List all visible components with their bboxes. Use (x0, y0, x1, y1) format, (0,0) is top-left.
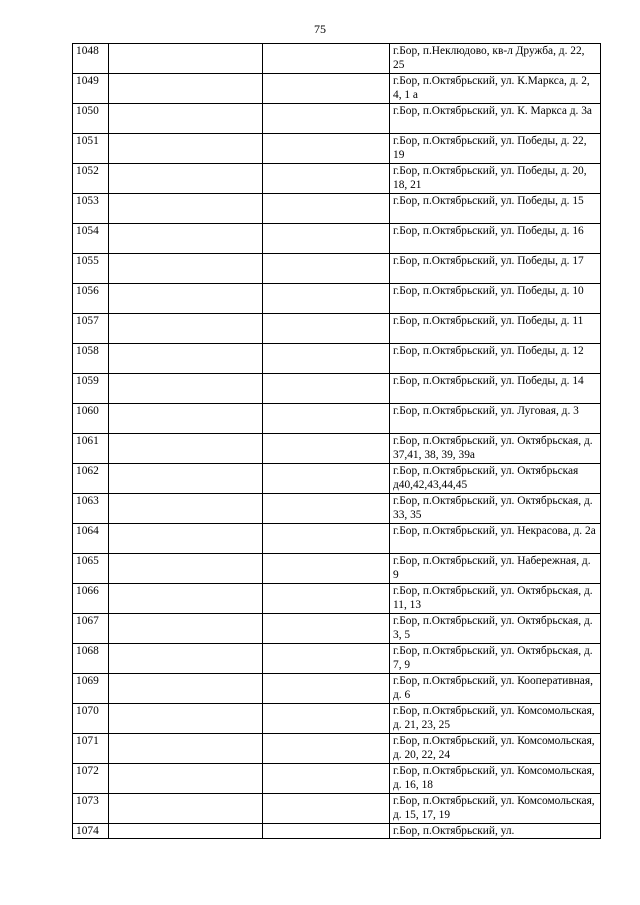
address-cell: г.Бор, п.Октябрьский, ул. Победы, д. 10 (390, 284, 601, 314)
address-cell: г.Бор, п.Октябрьский, ул. Победы, д. 20, 18, 21 (390, 164, 601, 194)
empty-cell (263, 614, 390, 644)
row-number-cell: 1067 (73, 614, 109, 644)
empty-cell (109, 164, 263, 194)
empty-cell (109, 284, 263, 314)
empty-cell (109, 824, 263, 839)
row-number-cell: 1065 (73, 554, 109, 584)
row-number-cell: 1073 (73, 794, 109, 824)
empty-cell (109, 674, 263, 704)
empty-cell (109, 434, 263, 464)
empty-cell (109, 734, 263, 764)
address-cell: г.Бор, п.Октябрьский, ул. Октябрьская, д. 33, 35 (390, 494, 601, 524)
row-number-cell: 1058 (73, 344, 109, 374)
table-row (73, 344, 601, 374)
row-number-cell: 1056 (73, 284, 109, 314)
address-cell: г.Бор, п.Октябрьский, ул. Октябрьская д40,42,43,44,45 (390, 464, 601, 494)
row-number-cell: 1054 (73, 224, 109, 254)
page-number: 75 (314, 22, 326, 36)
row-number-cell: 1059 (73, 374, 109, 404)
row-number-cell: 1069 (73, 674, 109, 704)
empty-cell (263, 104, 390, 134)
empty-cell (263, 164, 390, 194)
empty-cell (263, 74, 390, 104)
empty-cell (263, 764, 390, 794)
empty-cell (263, 314, 390, 344)
row-number-cell: 1052 (73, 164, 109, 194)
table-row (73, 104, 601, 134)
row-number-cell: 1072 (73, 764, 109, 794)
row-number-cell: 1062 (73, 464, 109, 494)
address-cell: г.Бор, п.Октябрьский, ул. Комсомольская, д. 21, 23, 25 (390, 704, 601, 734)
address-cell: г.Бор, п.Октябрьский, ул. Победы, д. 11 (390, 314, 601, 344)
table-row (73, 764, 601, 794)
table-row (73, 134, 601, 164)
empty-cell (263, 44, 390, 74)
address-cell: г.Бор, п.Октябрьский, ул. Победы, д. 17 (390, 254, 601, 284)
table-row (73, 374, 601, 404)
empty-cell (263, 284, 390, 314)
empty-cell (263, 374, 390, 404)
empty-cell (263, 404, 390, 434)
address-table-body (73, 44, 601, 839)
address-cell: г.Бор, п.Октябрьский, ул. Комсомольская, д. 20, 22, 24 (390, 734, 601, 764)
address-cell: г.Бор, п.Октябрьский, ул. Кооперативная, д. 6 (390, 674, 601, 704)
empty-cell (109, 344, 263, 374)
address-cell: г.Бор, п.Октябрьский, ул. Комсомольская, д. 16, 18 (390, 764, 601, 794)
table-row (73, 74, 601, 104)
address-cell: г.Бор, п.Октябрьский, ул. Набережная, д. 9 (390, 554, 601, 584)
empty-cell (263, 524, 390, 554)
empty-cell (109, 524, 263, 554)
empty-cell (109, 554, 263, 584)
empty-cell (109, 74, 263, 104)
empty-cell (109, 314, 263, 344)
row-number-cell: 1068 (73, 644, 109, 674)
row-number-cell: 1071 (73, 734, 109, 764)
row-number-cell: 1050 (73, 104, 109, 134)
address-cell: г.Бор, п.Октябрьский, ул. Комсомольская, д. 15, 17, 19 (390, 794, 601, 824)
table-row (73, 734, 601, 764)
table-row (73, 824, 601, 839)
empty-cell (109, 764, 263, 794)
empty-cell (263, 494, 390, 524)
row-number-cell: 1053 (73, 194, 109, 224)
empty-cell (263, 704, 390, 734)
address-cell: г.Бор, п.Октябрьский, ул. Луговая, д. 3 (390, 404, 601, 434)
table-row (73, 224, 601, 254)
address-cell: г.Бор, п.Неклюдово, кв-л Дружба, д. 22, 25 (390, 44, 601, 74)
empty-cell (263, 194, 390, 224)
empty-cell (263, 554, 390, 584)
empty-cell (109, 494, 263, 524)
empty-cell (263, 584, 390, 614)
empty-cell (109, 464, 263, 494)
address-cell: г.Бор, п.Октябрьский, ул. Октябрьская, д. 3, 5 (390, 614, 601, 644)
address-cell: г.Бор, п.Октябрьский, ул. К.Маркса, д. 2, 4, 1 а (390, 74, 601, 104)
address-cell: г.Бор, п.Октябрьский, ул. Победы, д. 14 (390, 374, 601, 404)
address-cell: г.Бор, п.Октябрьский, ул. Некрасова, д. 2а (390, 524, 601, 554)
empty-cell (109, 644, 263, 674)
empty-cell (109, 404, 263, 434)
empty-cell (109, 104, 263, 134)
empty-cell (263, 254, 390, 284)
row-number-cell: 1070 (73, 704, 109, 734)
table-row (73, 644, 601, 674)
table-row (73, 434, 601, 464)
table-row (73, 524, 601, 554)
empty-cell (263, 794, 390, 824)
address-cell: г.Бор, п.Октябрьский, ул. К. Маркса д. 3а (390, 104, 601, 134)
table-row (73, 794, 601, 824)
address-cell: г.Бор, п.Октябрьский, ул. Победы, д. 15 (390, 194, 601, 224)
address-cell: г.Бор, п.Октябрьский, ул. (390, 824, 601, 839)
row-number-cell: 1061 (73, 434, 109, 464)
table-row (73, 194, 601, 224)
empty-cell (109, 224, 263, 254)
table-row (73, 464, 601, 494)
empty-cell (109, 44, 263, 74)
table-row (73, 164, 601, 194)
empty-cell (109, 614, 263, 644)
row-number-cell: 1057 (73, 314, 109, 344)
empty-cell (263, 134, 390, 164)
empty-cell (109, 254, 263, 284)
table-row (73, 404, 601, 434)
empty-cell (109, 704, 263, 734)
empty-cell (263, 674, 390, 704)
row-number-cell: 1066 (73, 584, 109, 614)
address-cell: г.Бор, п.Октябрьский, ул. Октябрьская, д. 11, 13 (390, 584, 601, 614)
empty-cell (263, 434, 390, 464)
empty-cell (109, 194, 263, 224)
empty-cell (263, 224, 390, 254)
empty-cell (109, 134, 263, 164)
address-cell: г.Бор, п.Октябрьский, ул. Победы, д. 12 (390, 344, 601, 374)
table-row (73, 584, 601, 614)
table-row (73, 674, 601, 704)
table-row (73, 314, 601, 344)
table-row (73, 704, 601, 734)
row-number-cell: 1064 (73, 524, 109, 554)
row-number-cell: 1049 (73, 74, 109, 104)
empty-cell (263, 344, 390, 374)
table-row (73, 554, 601, 584)
empty-cell (109, 794, 263, 824)
address-table (72, 43, 601, 839)
row-number-cell: 1063 (73, 494, 109, 524)
table-row (73, 254, 601, 284)
empty-cell (263, 734, 390, 764)
address-cell: г.Бор, п.Октябрьский, ул. Октябрьская, д. 37,41, 38, 39, 39а (390, 434, 601, 464)
row-number-cell: 1048 (73, 44, 109, 74)
address-cell: г.Бор, п.Октябрьский, ул. Победы, д. 16 (390, 224, 601, 254)
empty-cell (109, 374, 263, 404)
row-number-cell: 1055 (73, 254, 109, 284)
table-row (73, 44, 601, 74)
empty-cell (263, 464, 390, 494)
empty-cell (263, 824, 390, 839)
empty-cell (263, 644, 390, 674)
row-number-cell: 1051 (73, 134, 109, 164)
table-row (73, 284, 601, 314)
table-row (73, 614, 601, 644)
empty-cell (109, 584, 263, 614)
table-row (73, 494, 601, 524)
row-number-cell: 1074 (73, 824, 109, 839)
address-cell: г.Бор, п.Октябрьский, ул. Октябрьская, д. 7, 9 (390, 644, 601, 674)
address-cell: г.Бор, п.Октябрьский, ул. Победы, д. 22, 19 (390, 134, 601, 164)
row-number-cell: 1060 (73, 404, 109, 434)
